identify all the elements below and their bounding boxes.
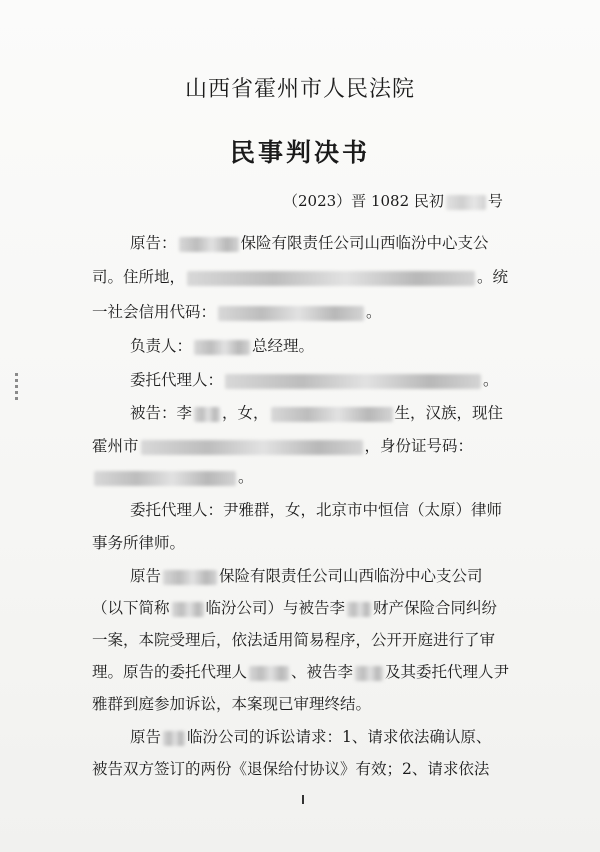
text-run: ，身份证号码： xyxy=(364,437,474,455)
case-number-prefix: （2023）晋 1082 民初 xyxy=(283,192,444,210)
text-run: （以下简称 xyxy=(92,599,170,617)
text-line xyxy=(130,727,491,747)
text-run: 保险有限责任公司山西临汾中心支公司 xyxy=(219,567,483,585)
redaction xyxy=(347,602,371,617)
text-line: 被告双方签订的两份《退保给付协议》有效；2、请求依法 xyxy=(92,760,490,778)
redaction xyxy=(172,602,204,617)
redaction xyxy=(163,731,185,746)
text-run: 被告：李 xyxy=(130,404,193,422)
redaction xyxy=(446,195,486,210)
redaction xyxy=(141,440,363,455)
document-title: 民事判决书 xyxy=(229,138,370,167)
page-number xyxy=(302,795,304,804)
case-number xyxy=(283,190,503,211)
text-line xyxy=(130,566,483,586)
text-run: 、被告李 xyxy=(291,663,354,681)
text-run: 临汾公司的诉讼请求：1、请求依法确认原、 xyxy=(187,728,492,746)
text-run: 财产保险合同纠纷 xyxy=(373,599,498,617)
text-run: 负责人： xyxy=(130,337,193,355)
text-run: 原告 xyxy=(130,728,162,746)
court-name: 山西省霍州市人民法院 xyxy=(184,77,415,102)
text-run: 临汾公司）与被告李 xyxy=(205,599,346,617)
text-line xyxy=(130,370,499,390)
text-run: 保险有限责任公司山西临汾中心支公 xyxy=(240,234,489,252)
text-run: 及其委托代理人尹 xyxy=(385,663,510,681)
text-run: 。 xyxy=(483,371,499,389)
text-line: 事务所律师。 xyxy=(92,534,186,552)
text-run: 一社会信用代码： xyxy=(92,303,217,321)
text-line xyxy=(92,267,508,287)
text-run: 司。住所地， xyxy=(92,268,186,286)
text-run: 。 xyxy=(366,303,382,321)
binding-mark xyxy=(15,373,18,403)
text-line xyxy=(92,598,497,618)
redaction xyxy=(355,666,383,681)
text-line xyxy=(92,467,254,487)
text-run: 原告： xyxy=(130,234,177,252)
case-number-suffix: 号 xyxy=(487,192,503,210)
redaction xyxy=(163,570,217,585)
redaction xyxy=(94,471,236,486)
text-line xyxy=(130,233,489,253)
text-run: 理。原告的委托代理人 xyxy=(92,663,248,681)
text-line: 雅群到庭参加诉讼，本案现已审理终结。 xyxy=(92,695,372,713)
text-run: 生，汉族，现住 xyxy=(394,404,504,422)
text-run: 原告 xyxy=(130,567,162,585)
text-line xyxy=(92,436,473,456)
redaction xyxy=(225,374,481,389)
text-run: 委托代理人： xyxy=(130,371,224,389)
redaction xyxy=(187,271,475,286)
text-line xyxy=(92,662,509,682)
text-run: 。 xyxy=(238,468,254,486)
redaction xyxy=(194,340,250,355)
text-run: ，女， xyxy=(222,404,269,422)
text-run: 霍州市 xyxy=(92,437,139,455)
text-run: 。统 xyxy=(477,268,509,286)
redaction xyxy=(194,407,220,422)
redaction xyxy=(271,407,393,422)
text-line: 委托代理人：尹雅群，女，北京市中恒信（太原）律师 xyxy=(130,501,503,519)
text-line xyxy=(130,403,503,423)
text-line xyxy=(130,336,314,356)
text-line: 一案，本院受理后，依法适用简易程序，公开开庭进行了审 xyxy=(92,631,496,649)
redaction xyxy=(249,666,289,681)
redaction xyxy=(218,306,364,321)
text-run: 总经理。 xyxy=(252,337,315,355)
redaction xyxy=(179,237,239,252)
text-line xyxy=(92,302,382,322)
